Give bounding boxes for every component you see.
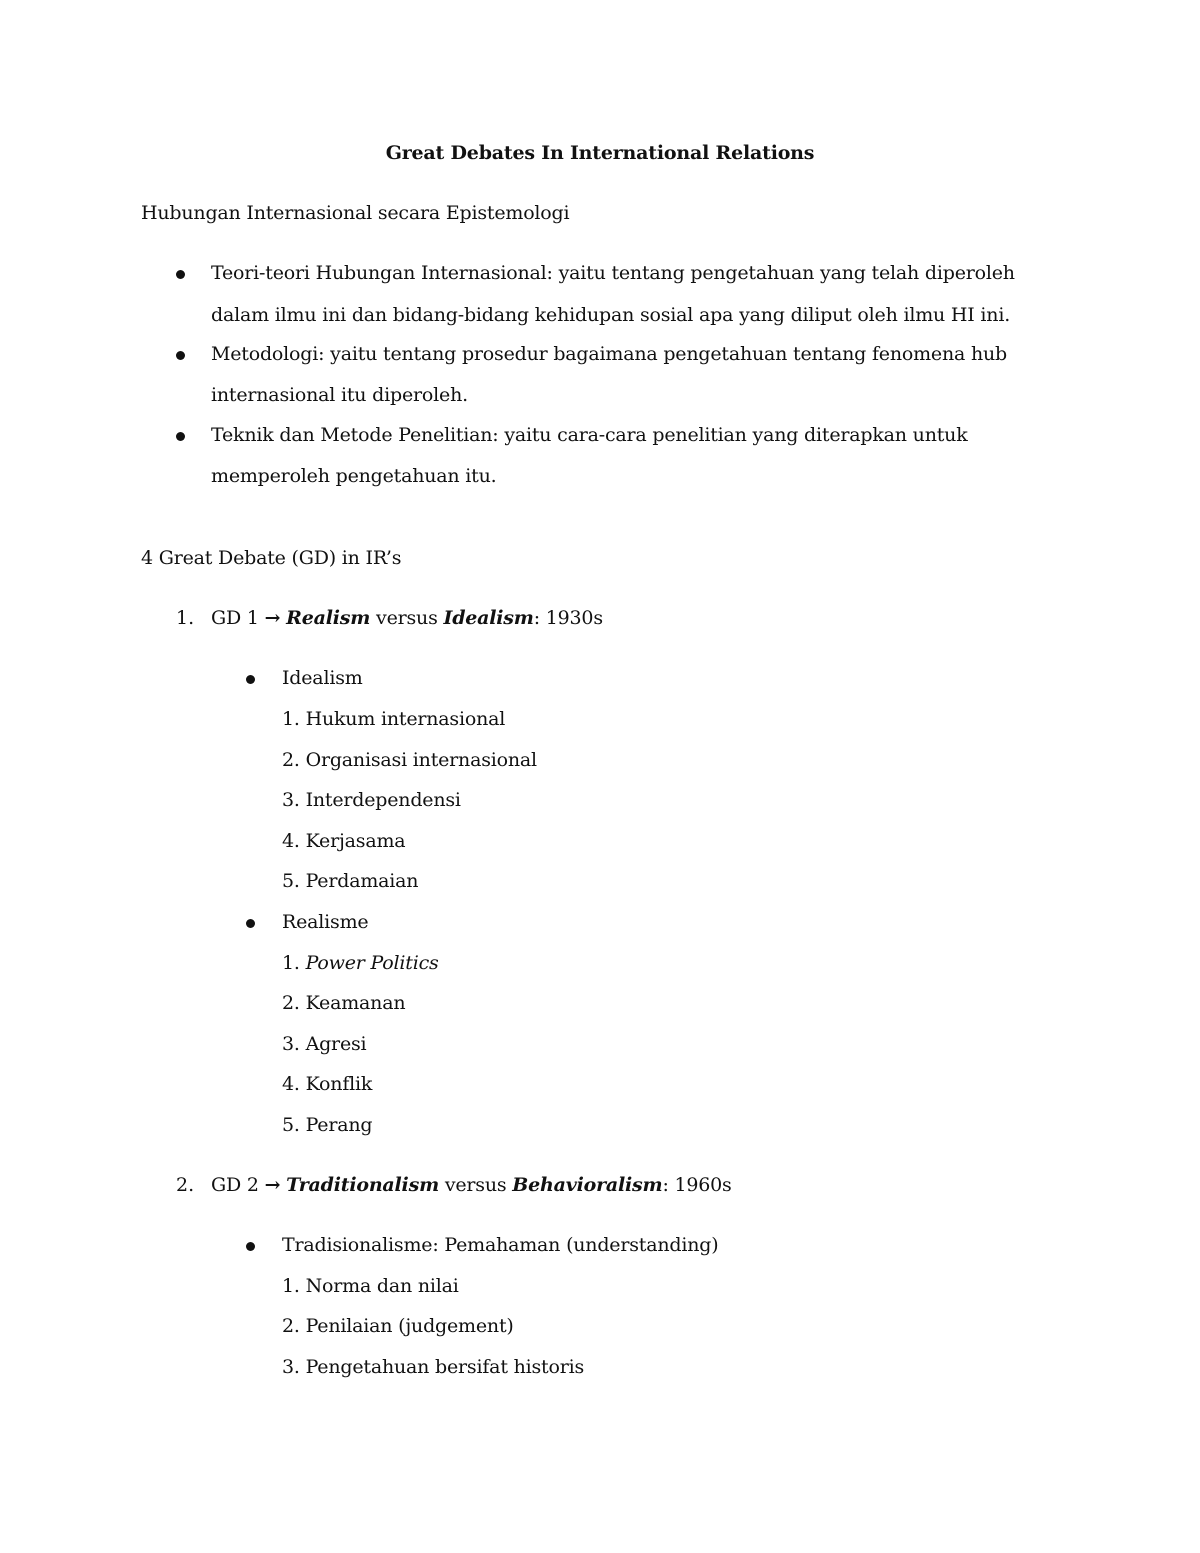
intro-bullet-2-line-1: Metodologi: yaitu tentang prosedur bagaimana pengetahuan tentang fenomena hub: [211, 343, 1008, 365]
list-item: 3. Pengetahuan bersifat historis: [282, 1356, 585, 1378]
list-item: 1. Power Politics: [282, 952, 439, 974]
group-label-realisme: Realisme: [282, 911, 369, 933]
list-item: 4. Konflik: [282, 1073, 373, 1095]
intro-bullet-1-line-2: dalam ilmu ini dan bidang-bidang kehidupan sosial apa yang diliput oleh ilmu HI ini.: [211, 304, 1011, 326]
intro-bullet-3-line-2: memperoleh pengetahuan itu.: [211, 465, 497, 487]
debate-1-term-a: Realism: [286, 607, 371, 629]
bullet-icon: [246, 1242, 255, 1251]
list-item: 3. Interdependensi: [282, 789, 461, 811]
intro-bullet-1-line-1: Teori-teori Hubungan Internasional: yaitu tentang pengetahuan yang telah diperoleh: [211, 262, 1015, 284]
list-item: 5. Perdamaian: [282, 870, 419, 892]
list-item: 4. Kerjasama: [282, 830, 406, 852]
arrow-right-icon: →: [264, 607, 281, 629]
bullet-icon: [176, 432, 185, 441]
arrow-right-icon: →: [264, 1174, 281, 1196]
debate-2-versus: versus: [444, 1174, 507, 1196]
intro-bullet-2-line-2: internasional itu diperoleh.: [211, 384, 468, 406]
bullet-icon: [176, 270, 185, 279]
debate-2-term-b: Behavioralism: [512, 1174, 663, 1196]
group-label-idealism: Idealism: [282, 667, 363, 689]
debate-2-term-a: Traditionalism: [286, 1174, 439, 1196]
list-item: 2. Penilaian (judgement): [282, 1315, 514, 1337]
debate-2-prefix: GD 2: [211, 1174, 259, 1196]
gd-heading: 4 Great Debate (GD) in IR’s: [141, 547, 402, 569]
bullet-icon: [176, 351, 185, 360]
debate-1-versus: versus: [376, 607, 438, 629]
debate-2-heading: [211, 1174, 732, 1196]
document-title: Great Debates In International Relations: [385, 142, 815, 164]
debate-1-term-b: Idealism: [443, 607, 534, 629]
bullet-icon: [246, 675, 255, 684]
debate-1-number: 1.: [176, 607, 195, 629]
debate-2-number: 2.: [176, 1174, 195, 1196]
list-item: 2. Keamanan: [282, 992, 406, 1014]
bullet-icon: [246, 919, 255, 928]
list-item: 1. Hukum internasional: [282, 708, 506, 730]
intro-heading: Hubungan Internasional secara Epistemologi: [141, 202, 570, 224]
list-item: 5. Perang: [282, 1114, 373, 1136]
debate-2-suffix: : 1960s: [662, 1174, 732, 1196]
group-label-tradisionalisme: Tradisionalisme: Pemahaman (understanding): [282, 1234, 719, 1256]
list-item: 2. Organisasi internasional: [282, 749, 537, 771]
debate-1-heading: [211, 607, 603, 629]
list-item: 1. Norma dan nilai: [282, 1275, 459, 1297]
debate-1-prefix: GD 1: [211, 607, 259, 629]
debate-1-suffix: : 1930s: [533, 607, 603, 629]
list-item: 3. Agresi: [282, 1033, 367, 1055]
intro-bullet-3-line-1: Teknik dan Metode Penelitian: yaitu cara-cara penelitian yang diterapkan untuk: [211, 424, 968, 446]
